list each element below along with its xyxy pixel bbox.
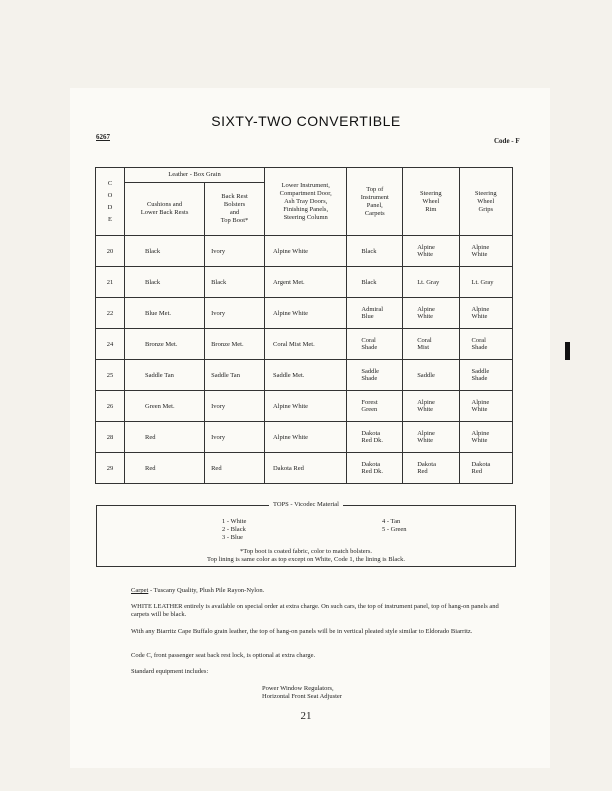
top-instrument-header bbox=[347, 168, 403, 236]
page-title: SIXTY-TWO CONVERTIBLE bbox=[211, 113, 401, 129]
code-header-letter: C bbox=[107, 179, 113, 187]
cushions-cell: Blue Met. bbox=[125, 298, 205, 329]
code-header-letter: D bbox=[107, 203, 113, 211]
lower-instrument-cell: Saddle Met. bbox=[264, 360, 346, 391]
leather-group-header: Leather - Box Grain bbox=[125, 168, 265, 183]
tops-box bbox=[96, 501, 516, 567]
wheel-grips-cell: Alpine White bbox=[459, 422, 512, 453]
table-row bbox=[96, 298, 513, 329]
code-c-note: Code C, front passenger seat back rest lock, is optional at extra charge. bbox=[131, 652, 316, 659]
header-line: Steering bbox=[474, 189, 497, 197]
header-line: Lower Back Rests bbox=[140, 209, 189, 216]
top-instrument-cell: Dakota Red Dk. bbox=[347, 453, 403, 484]
code-cell: 26 bbox=[96, 391, 125, 422]
wheel-grips-cell: Alpine White bbox=[459, 236, 512, 267]
wheel-rim-cell: Alpine White bbox=[403, 391, 459, 422]
code-label: Code - F bbox=[494, 137, 520, 145]
header-line: Steering Column bbox=[283, 213, 328, 221]
bolsters-cell: Ivory bbox=[205, 422, 265, 453]
top-instrument-cell: Black bbox=[347, 267, 403, 298]
carpet-note bbox=[131, 587, 511, 595]
table-row bbox=[96, 360, 513, 391]
lower-instrument-cell: Alpine White bbox=[264, 298, 346, 329]
top-lining-note: Top lining is same color as top except on White, Code 1, the lining is Black. bbox=[206, 556, 405, 563]
lower-instrument-cell: Alpine White bbox=[264, 422, 346, 453]
wheel-grips-cell: Alpine White bbox=[459, 298, 512, 329]
code-cell: 21 bbox=[96, 267, 125, 298]
header-line: Grips bbox=[478, 205, 493, 213]
code-cell: 22 bbox=[96, 298, 125, 329]
equipment-item: Power Window Regulators, bbox=[262, 685, 334, 692]
header-line: Panel, bbox=[366, 201, 383, 209]
wheel-grips-cell: Dakota Red bbox=[459, 453, 512, 484]
trim-table-body bbox=[96, 236, 513, 484]
code-cell: 28 bbox=[96, 422, 125, 453]
tops-title bbox=[97, 501, 515, 508]
header-line: Back Rest bbox=[221, 193, 248, 200]
wheel-rim-cell: Lt. Gray bbox=[403, 267, 459, 298]
header-line: Rim bbox=[425, 205, 437, 213]
header-line: Top Boot* bbox=[220, 217, 249, 224]
wheel-rim-cell: Coral Mist bbox=[403, 329, 459, 360]
table-row bbox=[96, 236, 513, 267]
wheel-grips-cell: Lt. Gray bbox=[459, 267, 512, 298]
header-line: Wheel bbox=[422, 197, 440, 205]
wheel-rim-cell: Saddle bbox=[403, 360, 459, 391]
white-leather-note: WHITE LEATHER entirely is available on special order at extra charge. On such cars, the top of instrument panel, top of hang-on panels and carpets will be black. bbox=[131, 603, 499, 618]
bolsters-cell: Red bbox=[205, 453, 265, 484]
header-line: Top of bbox=[366, 185, 384, 193]
bolsters-cell: Ivory bbox=[205, 298, 265, 329]
lower-instrument-cell: Argent Met. bbox=[264, 267, 346, 298]
lower-instrument-cell: Dakota Red bbox=[264, 453, 346, 484]
tops-item: 5 - Green bbox=[382, 526, 407, 533]
tops-list-right bbox=[382, 518, 407, 534]
top-instrument-cell: Coral Shade bbox=[347, 329, 403, 360]
page-number: 21 bbox=[300, 710, 312, 722]
header-line: Compartment Door, bbox=[279, 189, 332, 197]
header-line: and bbox=[229, 209, 240, 216]
lower-instrument-header bbox=[264, 168, 346, 236]
carpet-label: Carpet bbox=[131, 587, 149, 594]
bolsters-cell: Black bbox=[205, 267, 265, 298]
bolsters-cell: Bronze Met. bbox=[205, 329, 265, 360]
tops-title-text: TOPS - Vicodec Material bbox=[269, 501, 343, 508]
wheel-grips-cell: Coral Shade bbox=[459, 329, 512, 360]
lower-instrument-cell: Alpine White bbox=[264, 236, 346, 267]
tops-list-left bbox=[222, 518, 246, 542]
table-row bbox=[96, 267, 513, 298]
lower-instrument-cell: Coral Mist Met. bbox=[264, 329, 346, 360]
table-row bbox=[96, 453, 513, 484]
code-header-letter: E bbox=[108, 215, 112, 223]
code-cell: 25 bbox=[96, 360, 125, 391]
standard-equipment-label: Standard equipment includes: bbox=[131, 668, 209, 675]
code-header-letter: O bbox=[107, 191, 113, 199]
header-line: Ash Tray Doors, bbox=[284, 197, 328, 205]
cushions-cell: Black bbox=[125, 267, 205, 298]
cushions-cell: Red bbox=[125, 453, 205, 484]
cushions-cell: Red bbox=[125, 422, 205, 453]
header-line: Bolsters bbox=[223, 201, 246, 208]
biarritz-note: With any Biarritz Cape Buffalo grain leather, the top of hang-on panels will be in vertical pleated style similar to Eldorado Biarritz. bbox=[131, 628, 473, 635]
tops-item: 2 - Black bbox=[222, 526, 246, 533]
tops-item: 1 - White bbox=[222, 518, 247, 525]
bolsters-cell: Saddle Tan bbox=[205, 360, 265, 391]
header-line: Instrument bbox=[360, 193, 389, 201]
wheel-rim-cell: Alpine White bbox=[403, 236, 459, 267]
margin-mark bbox=[565, 342, 570, 360]
top-instrument-cell: Saddle Shade bbox=[347, 360, 403, 391]
bolsters-header bbox=[205, 183, 265, 236]
code-cell: 24 bbox=[96, 329, 125, 360]
header-line: Cushions and bbox=[146, 201, 183, 208]
table-row bbox=[96, 391, 513, 422]
lower-instrument-cell: Alpine White bbox=[264, 391, 346, 422]
wheel-rim-cell: Alpine White bbox=[403, 422, 459, 453]
model-number: 6267 bbox=[96, 133, 110, 141]
top-instrument-cell: Dakota Red Dk. bbox=[347, 422, 403, 453]
header-line: Carpets bbox=[364, 209, 385, 217]
wheel-rim-cell: Dakota Red bbox=[403, 453, 459, 484]
wheel-rim-cell: Alpine White bbox=[403, 298, 459, 329]
table-row bbox=[96, 422, 513, 453]
top-instrument-cell: Admiral Blue bbox=[347, 298, 403, 329]
table-row bbox=[96, 329, 513, 360]
wheel-rim-header bbox=[403, 168, 459, 236]
equipment-list bbox=[262, 685, 462, 701]
trim-table bbox=[95, 167, 513, 484]
wheel-grips-header bbox=[459, 168, 512, 236]
code-cell: 29 bbox=[96, 453, 125, 484]
header-line: Steering bbox=[420, 189, 442, 197]
header-line: Lower Instrument, bbox=[281, 181, 330, 189]
bolsters-cell: Ivory bbox=[205, 236, 265, 267]
header-line: Finishing Panels, bbox=[283, 205, 329, 213]
top-instrument-cell: Forest Green bbox=[347, 391, 403, 422]
cushions-header bbox=[125, 183, 205, 236]
code-cell: 20 bbox=[96, 236, 125, 267]
top-boot-note: *Top boot is coated fabric, color to match bolsters. bbox=[239, 548, 373, 555]
header-line: Wheel bbox=[477, 197, 495, 205]
bolsters-cell: Ivory bbox=[205, 391, 265, 422]
cushions-cell: Bronze Met. bbox=[125, 329, 205, 360]
equipment-item: Horizontal Front Seat Adjuster bbox=[262, 693, 342, 700]
tops-item: 3 - Blue bbox=[222, 534, 243, 541]
code-column-header bbox=[96, 168, 125, 236]
cushions-cell: Black bbox=[125, 236, 205, 267]
top-instrument-cell: Black bbox=[347, 236, 403, 267]
cushions-cell: Green Met. bbox=[125, 391, 205, 422]
carpet-text: - Tuscany Quality, Plush Pile Rayon-Nylon. bbox=[148, 587, 265, 594]
wheel-grips-cell: Saddle Shade bbox=[459, 360, 512, 391]
cushions-cell: Saddle Tan bbox=[125, 360, 205, 391]
tops-item: 4 - Tan bbox=[382, 518, 401, 525]
wheel-grips-cell: Alpine White bbox=[459, 391, 512, 422]
